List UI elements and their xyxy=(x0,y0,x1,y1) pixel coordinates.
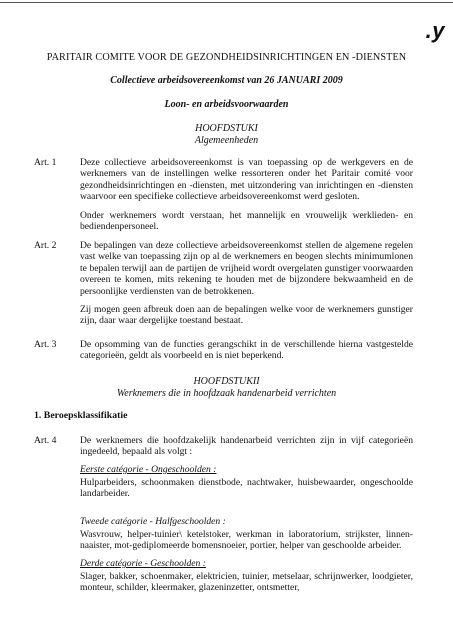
category2-text: Wasvrouw, helper-tuinier\ ketelstoker, werkman in laboratorium, strijkster, linnen-naaister, mot-gediplomeerde bomensnoeier, portier, helper van geschoolde arbeider. xyxy=(80,529,413,552)
art1-paragraph1: Deze collectieve arbeidsovereenkomst is van toepassing op de werkgevers en de werknemers van de instellingen welke ressorteren onder het Paritair comité voor gezondheidsinrichtingen en -diensten, met uitzondering van inrichtingen en -diensten waarvoor een specifieke collectieve arbeidsovereenkomst werd gesloten. xyxy=(80,157,413,203)
art4-paragraph1: De werknemers die hoofdzakelijk handenarbeid verrichten zijn in vijf categorieën ingedeeld, bepaald als volgt : xyxy=(80,435,413,458)
art2-label: Art. 2 xyxy=(34,240,57,251)
category1-text: Hulparbeiders, schoonmaken dienstbode, nachtwaker, huisbewaarder, ongeschoolde landarbeider. xyxy=(80,477,413,500)
category3-title: Derde catégorie - Geschoolden : xyxy=(80,558,206,569)
art2-paragraph2: Zij mogen geen afbreuk doen aan de bepalingen welke voor de werknemers gunstiger zijn, daar waar dergelijke toestand bestaat. xyxy=(80,304,413,327)
category3-text: Slager, bakker, schoenmaker, elektricien, tuinier, metselaar, schrijnwerker, loodgieter, monteur, schilder, kleermaker, glazeninzetter, ontsmetter, xyxy=(80,571,413,594)
art1-label: Art. 1 xyxy=(34,157,57,168)
committee-heading: PARITAIR COMITE VOOR DE GEZONDHEIDSINRICHTINGEN EN -DIENSTEN xyxy=(46,52,407,63)
art2-paragraph1: De bepalingen van deze collectieve arbeidsovereenkomst stellen de algemene regelen vast welke van toepassing zijn op al de werknemers en beogen slechts minimumlonen te bepalen terwijl aan de partijen de vrijheid wordt overgelaten gunstiger voorwaarden overeen te komen, mits rekening te houden met de bijzondere bekwaamheid en de persoonlijke verdiensten van de betrokkenen. xyxy=(80,240,413,297)
agreement-title: Collectieve arbeidsovereenkomst van 26 JANUARI 2009 xyxy=(110,75,343,86)
art1-paragraph2: Onder werknemers wordt verstaan, het mannelijk en vrouwelijk werklieden- en bediendenpersoneel. xyxy=(80,210,413,233)
category2-title: Tweede catégorie - Halfgeschoolden : xyxy=(80,516,226,527)
top-rule xyxy=(0,2,453,3)
chapter1-subtitle: Algemeenheden xyxy=(194,135,259,146)
corner-mark: .y xyxy=(425,18,445,43)
art3-paragraph1: De opsomming van de functies gerangschikt in de verschillende hierna vastgestelde categorieën, geldt als voorbeeld en is niet beperkend. xyxy=(80,339,413,362)
chapter2-subtitle: Werknemers die in hoofdzaak handenarbeid verrichten xyxy=(116,388,337,399)
art4-label: Art. 4 xyxy=(34,435,57,446)
chapter1-title: HOOFDSTUKI xyxy=(195,123,258,134)
art3-label: Art. 3 xyxy=(34,339,57,350)
chapter2-title: HOOFDSTUKII xyxy=(193,376,260,387)
agreement-subject: Loon- en arbeidsvoorwaarden xyxy=(164,99,289,110)
section1-heading: 1. Beroepsklassifikatie xyxy=(34,410,128,421)
category1-title: Eerste catégorie - Ongeschoolden : xyxy=(80,464,217,475)
